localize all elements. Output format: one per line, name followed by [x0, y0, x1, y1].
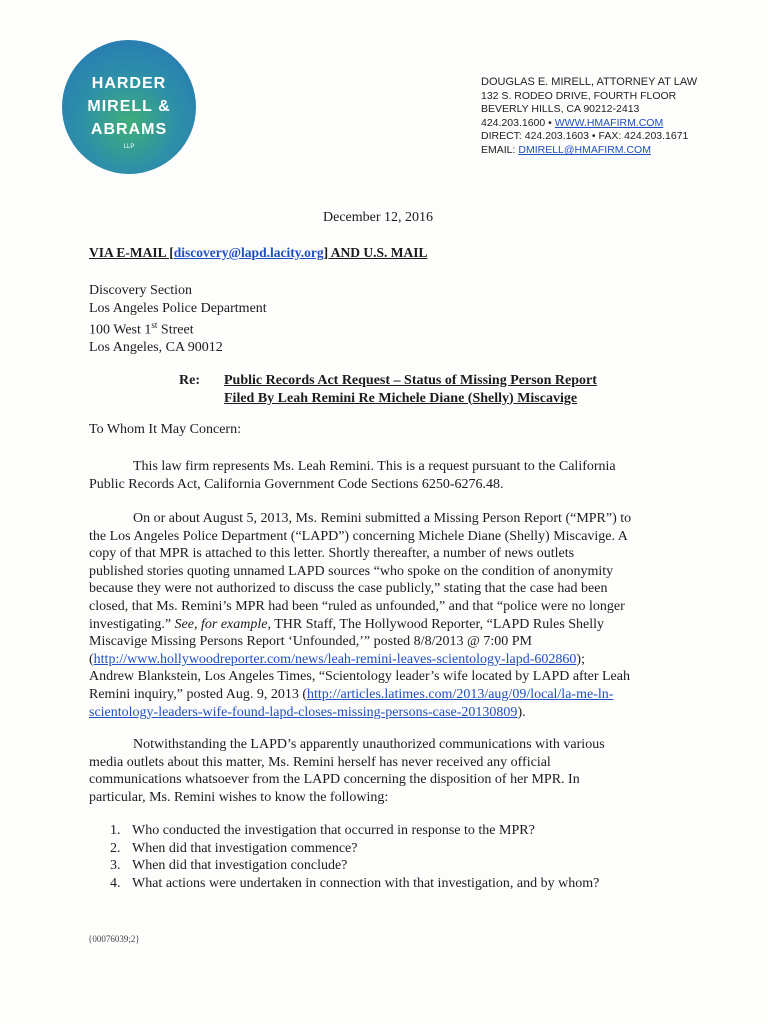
recipient-line-3: 100 West 1st Street	[89, 320, 194, 338]
p3-line-3: communications whatsoever from the LAPD concerning the disposition of her MPR. In	[89, 772, 580, 788]
logo-line-4: LLP	[123, 144, 135, 150]
subject-line	[224, 372, 644, 407]
p2-line-3: copy of that MPR is attached to this letter. Shortly thereafter, a number of news outlets	[89, 546, 575, 562]
city-address: BEVERLY HILLS, CA 90212-2413	[481, 103, 640, 116]
delivery-method	[89, 244, 427, 262]
via-prefix: VIA E-MAIL [	[89, 245, 174, 260]
recipient-line-1: Discovery Section	[89, 283, 193, 298]
website-link[interactable]: WWW.HMAFIRM.COM	[554, 116, 664, 129]
phone-line	[481, 117, 751, 131]
logo-line-2: MIRELL &	[87, 98, 171, 115]
via-suffix: ] AND U.S. MAIL	[323, 245, 428, 260]
p2-line-11: Remini inquiry,” posted Aug. 9, 2013 (http://articles.latimes.com/2013/aug/09/local/la-me-ln-	[89, 686, 614, 702]
salutation: To Whom It May Concern:	[89, 422, 241, 437]
paragraph-2	[89, 510, 689, 721]
recipient-line-2: Los Angeles Police Department	[89, 300, 267, 316]
attorney-name: DOUGLAS E. MIRELL, ATTORNEY AT LAW	[481, 76, 698, 88]
list-item: 2. When did that investigation commence?	[110, 840, 358, 856]
paragraph-1	[89, 458, 689, 493]
email-link[interactable]: DMIRELL@HMAFIRM.COM	[518, 143, 651, 156]
list-item: 4. What actions were undertaken in connection with that investigation, and by whom?	[110, 875, 600, 891]
logo-line-1: HARDER	[91, 75, 167, 92]
p3-line-2: media outlets about this matter, Ms. Remini herself has never received any official	[89, 754, 551, 770]
document-id: {00076039;2}	[88, 934, 140, 944]
p1-line-1: This law firm represents Ms. Leah Remini. This is a request pursuant to the California	[133, 459, 616, 474]
main-phone: 424.203.1600 •	[481, 116, 555, 129]
paragraph-3	[89, 736, 689, 806]
latimes-link-part-2[interactable]: scientology-leaders-wife-found-lapd-closes-missing-persons-case-20130809	[89, 704, 518, 720]
subject-line-1: Public Records Act Request – Status of Missing Person Report	[224, 373, 597, 388]
p2-line-7: investigating.” See, for example, THR Staff, The Hollywood Reporter, “LAPD Rules Shelly	[89, 616, 605, 632]
p2-line-1: On or about August 5, 2013, Ms. Remini submitted a Missing Person Report (“MPR”) to	[133, 511, 632, 526]
p2-line-10: Andrew Blankstein, Los Angeles Times, “Scientology leader’s wife located by LAPD after Leah	[89, 669, 630, 685]
p2-line-9: (http://www.hollywoodreporter.com/news/leah-remini-leaves-scientology-lapd-602860);	[89, 651, 585, 667]
p2-line-6: closed, that Ms. Remini’s MPR had been “ruled as unfounded,” and that “police were no longer	[89, 598, 625, 614]
discovery-email-link[interactable]: discovery@lapd.lacity.org	[173, 245, 324, 260]
email-label: EMAIL:	[481, 143, 519, 156]
p2-line-4: published stories quoting unnamed LAPD sources “who spoke on the condition of anonymity	[89, 563, 614, 579]
p2-line-12: scientology-leaders-wife-found-lapd-closes-missing-persons-case-20130809).	[89, 704, 526, 720]
list-item: 3. When did that investigation conclude?	[110, 858, 348, 874]
hollywood-reporter-link[interactable]: http://www.hollywoodreporter.com/news/leah-remini-leaves-scientology-lapd-602860	[93, 651, 577, 667]
email-line	[481, 144, 751, 158]
direct-fax-line: DIRECT: 424.203.1603 • FAX: 424.203.1671	[481, 130, 689, 143]
question-list	[110, 822, 599, 892]
p1-line-2: Public Records Act, California Government Code Sections 6250-6276.48.	[89, 476, 504, 492]
p3-line-1: Notwithstanding the LAPD’s apparently unauthorized communications with various	[133, 737, 605, 752]
subject-line-2: Filed By Leah Remini Re Michele Diane (Shelly) Miscavige	[224, 390, 578, 406]
list-item: 1. Who conducted the investigation that occurred in response to the MPR?	[110, 823, 535, 838]
letter-date: December 12, 2016	[323, 210, 434, 225]
p2-line-5: because they were not authorized to discuss the case publicly,” stating that the case had been	[89, 581, 608, 597]
re-label: Re:	[179, 373, 200, 388]
street-address: 132 S. RODEO DRIVE, FOURTH FLOOR	[481, 89, 677, 102]
letterhead	[481, 76, 751, 158]
p2-line-2: the Los Angeles Police Department (“LAPD”) concerning Michele Diane (Shelly) Miscavige. A	[89, 528, 628, 544]
recipient-line-4: Los Angeles, CA 90012	[89, 340, 223, 356]
logo-line-3: ABRAMS	[90, 121, 168, 138]
p2-line-8: Miscavige Missing Persons Report ‘Unfounded,’” posted 8/8/2013 @ 7:00 PM	[89, 634, 532, 650]
firm-logo	[62, 40, 196, 174]
recipient-address	[89, 282, 267, 357]
latimes-link-part-1[interactable]: http://articles.latimes.com/2013/aug/09/local/la-me-ln-	[307, 686, 614, 702]
p3-line-4: particular, Ms. Remini wishes to know the following:	[89, 789, 389, 805]
citation-signal: See, for example,	[174, 616, 271, 632]
